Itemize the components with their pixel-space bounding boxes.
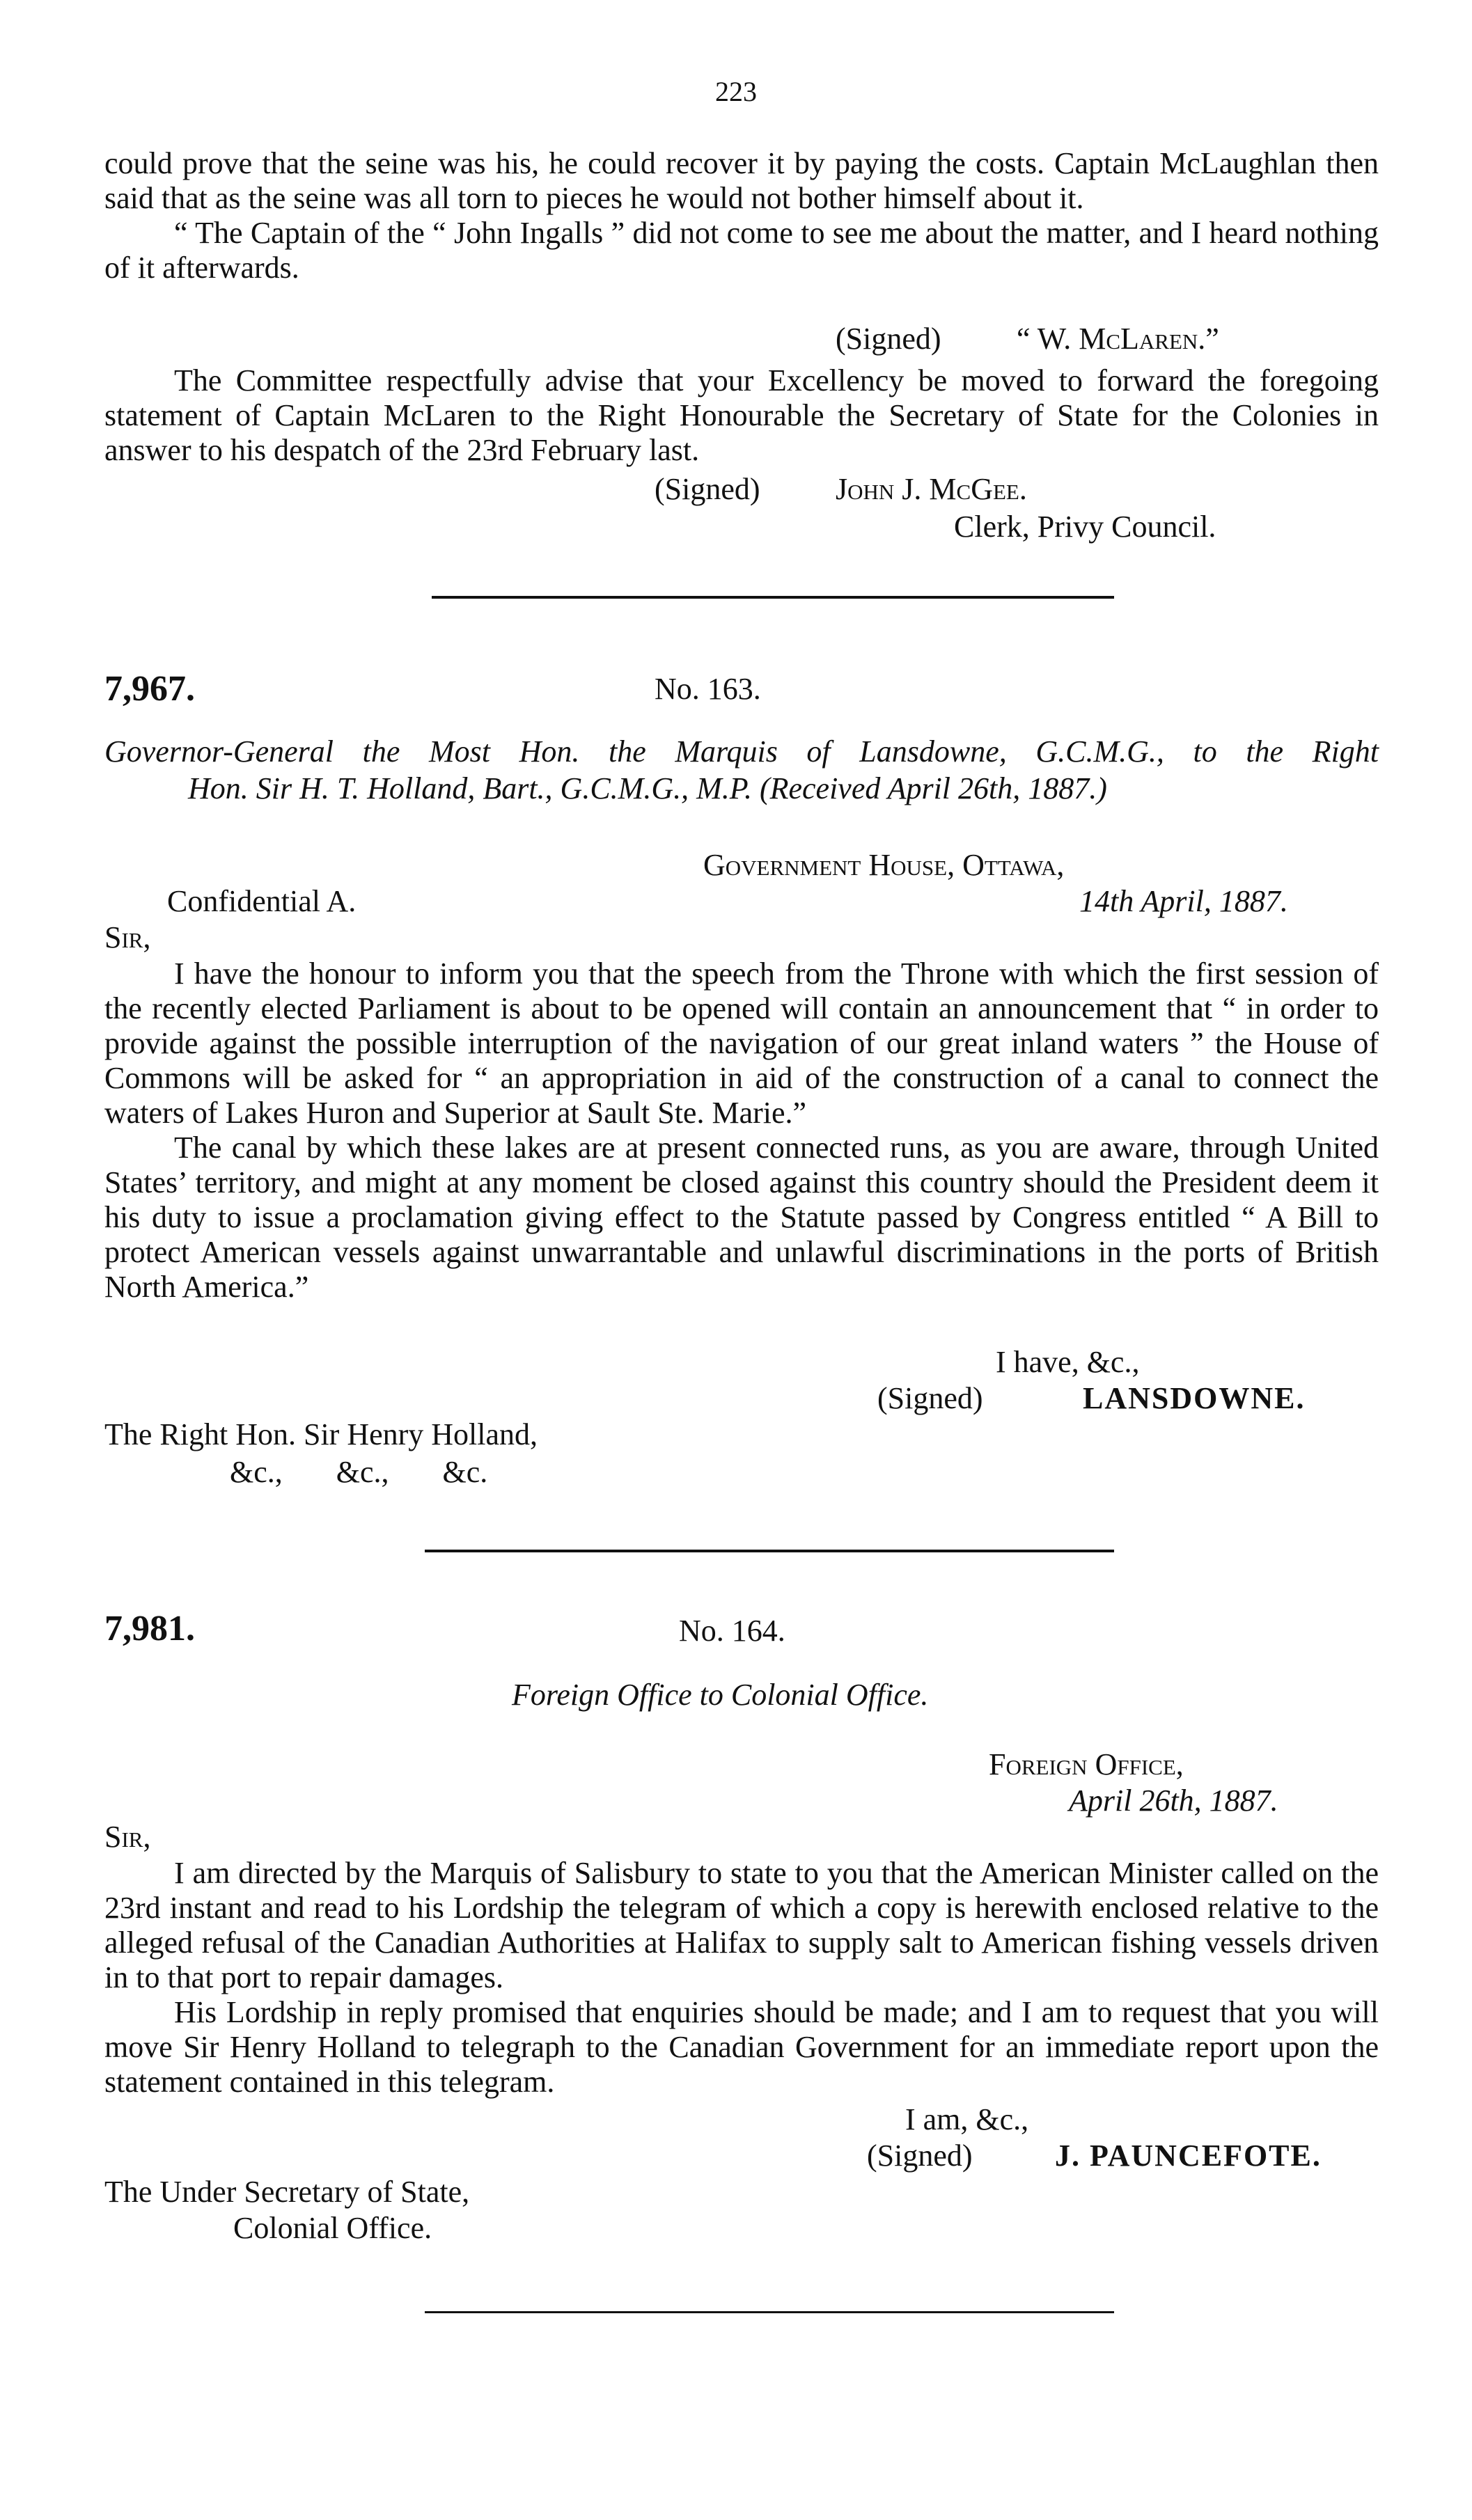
committee-advice <box>104 363 1379 468</box>
sender-address: Government House, Ottawa, <box>703 848 1065 882</box>
letter-body <box>104 956 1379 1305</box>
signed-label: (Signed) <box>867 2139 973 2173</box>
continuation-text <box>104 146 1379 285</box>
letter-date: April 26th, 1887. <box>1069 1783 1278 1818</box>
letter-paragraph: His Lordship in reply promised that enquiries should be made; and I am to request that you will move Sir Henry Holland to telegraph to the Canadian Government for an immediate report upon the statement contained in this telegram. <box>104 1995 1379 2099</box>
letter-closing: I am, &c., <box>905 2102 1029 2136</box>
document-reference: 7,967. <box>104 669 195 709</box>
salutation: Sir, <box>104 920 151 954</box>
addressee-etc: &c., &c., &c. <box>230 1455 488 1489</box>
document-heading-line: Governor-General the Most Hon. the Marquis of Lansdowne, G.C.M.G., to the Right <box>104 734 1379 769</box>
section-divider <box>425 1550 1114 1552</box>
continuation-paragraph: “ The Captain of the “ John Ingalls ” did not come to see me about the matter, and I heard nothing of it afterwards. <box>104 216 1379 285</box>
clerk-signature: John J. McGee. <box>836 472 1027 506</box>
section-divider <box>432 596 1114 599</box>
continuation-paragraph: could prove that the seine was his, he could recover it by paying the costs. Captain McLaughlan then said that as the seine was all torn to pieces he would not bother himself about it. <box>104 146 1379 215</box>
letter-paragraph: The canal by which these lakes are at present connected runs, as you are aware, through United States’ territory, and might at any moment be closed against this country should the President deem it his duty to issue a proclamation giving effect to the Statute passed by Congress entitled “ A Bill to protect American vessels against unwarrantable and unlawful discriminations in the ports of British North America.” <box>104 1131 1379 1304</box>
letter-paragraph: I have the honour to inform you that the speech from the Throne with which the first session of the recently elected Parliament is about to be opened will contain an announcement that “ in order to provide against the possible interruption of the navigation of our great inland waters ” the House of Commons will be asked for “ an appropriation in aid of the construction of a canal to connect the waters of Lakes Huron and Superior at Sault Ste. Marie.” <box>104 956 1379 1130</box>
document-reference: 7,981. <box>104 1609 195 1648</box>
mclaren-signature: “ W. McLaren.” <box>1017 322 1219 356</box>
mclaren-signed-label: (Signed) <box>836 322 941 356</box>
signature-name: J. PAUNCEFOTE. <box>1055 2139 1322 2173</box>
clerk-title: Clerk, Privy Council. <box>954 510 1216 544</box>
clerk-signed-label: (Signed) <box>655 472 760 506</box>
addressee-office: Colonial Office. <box>233 2211 432 2245</box>
section-divider <box>425 2311 1114 2313</box>
letter-paragraph: I am directed by the Marquis of Salisbury to state to you that the American Minister called on the 23rd instant and read to his Lordship the telegram of which a copy is herewith enclosed relative to the alleged refusal of the Canadian Authorities at Halifax to supply salt to American fishing vessels driven in to that port to repair damages. <box>104 1856 1379 1994</box>
document-number: No. 164. <box>679 1614 785 1648</box>
signature-name: LANSDOWNE. <box>1083 1381 1306 1415</box>
page-number: 223 <box>715 76 757 107</box>
document-number: No. 163. <box>655 672 761 706</box>
addressee: The Right Hon. Sir Henry Holland, <box>104 1417 538 1451</box>
committee-paragraph: The Committee respectfully advise that your Excellency be moved to forward the foregoing statement of Captain McLaren to the Right Honourable the Secretary of State for the Colonies in answer to his despatch of the 23rd February last. <box>104 363 1379 467</box>
sender-address: Foreign Office, <box>989 1747 1184 1781</box>
letter-body <box>104 1856 1379 2100</box>
signed-label: (Signed) <box>877 1381 983 1415</box>
letter-closing: I have, &c., <box>996 1345 1140 1379</box>
letter-date: 14th April, 1887. <box>1079 884 1288 918</box>
document-heading-line: Hon. Sir H. T. Holland, Bart., G.C.M.G., M.P. (Received April 26th, 1887.) <box>188 771 1107 805</box>
classification: Confidential A. <box>167 884 357 918</box>
addressee: The Under Secretary of State, <box>104 2175 470 2209</box>
salutation: Sir, <box>104 1820 151 1854</box>
document-heading: Foreign Office to Colonial Office. <box>512 1678 929 1712</box>
